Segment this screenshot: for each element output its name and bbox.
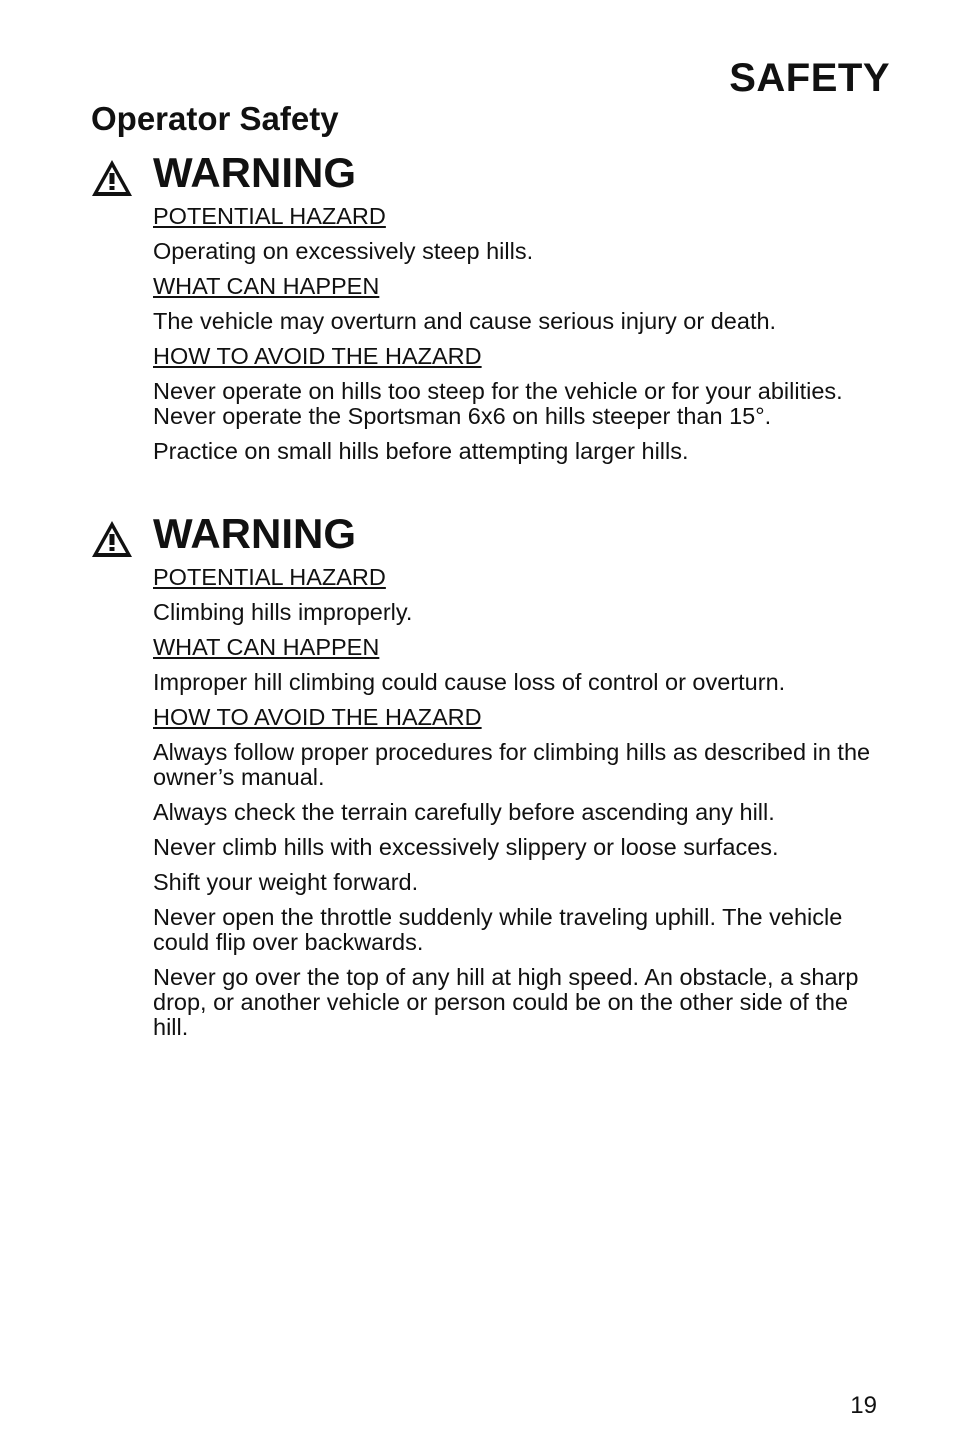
what-can-happen-label: WHAT CAN HAPPEN: [153, 273, 380, 299]
potential-hazard-text: Climbing hills improperly.: [153, 599, 413, 625]
warning-body: [153, 565, 888, 1040]
warning-block: [0, 511, 954, 1050]
potential-hazard-label: POTENTIAL HAZARD: [153, 564, 386, 590]
how-to-avoid-label: HOW TO AVOID THE HAZARD: [153, 704, 482, 730]
how-to-avoid-paragraph: Never go over the top of any hill at high speed. An obstacle, a sharp drop, or another vehicle or person could be on the other side of the hill.: [153, 964, 859, 1040]
how-to-avoid-paragraph: Always follow proper procedures for climbing hills as described in the owner’s manual.: [153, 739, 871, 790]
how-to-avoid-paragraph: Shift your weight forward.: [153, 869, 419, 895]
warning-header: [0, 150, 954, 204]
what-can-happen-text: The vehicle may overturn and cause serious injury or death.: [153, 308, 777, 334]
what-can-happen-label: WHAT CAN HAPPEN: [153, 634, 380, 660]
section-title: SAFETY: [729, 56, 890, 100]
warning-title: WARNING: [153, 149, 356, 196]
how-to-avoid-paragraph: Never operate on hills too steep for the vehicle or for your abilities. Never operate the Sportsman 6x6 on hills steeper than 15°.: [153, 378, 843, 429]
warning-title: WARNING: [153, 510, 356, 557]
warning-triangle-icon: [91, 159, 133, 197]
potential-hazard-text: Operating on excessively steep hills.: [153, 238, 534, 264]
what-can-happen-text: Improper hill climbing could cause loss of control or overturn.: [153, 669, 786, 695]
how-to-avoid-paragraph: Never climb hills with excessively slippery or loose surfaces.: [153, 834, 779, 860]
warning-block: [0, 150, 954, 474]
warning-triangle-icon: [91, 520, 133, 558]
how-to-avoid-paragraph: Always check the terrain carefully before ascending any hill.: [153, 799, 775, 825]
how-to-avoid-paragraph: Practice on small hills before attempting larger hills.: [153, 438, 689, 464]
how-to-avoid-paragraph: Never open the throttle suddenly while traveling uphill. The vehicle could flip over backwards.: [153, 904, 843, 955]
subheading: Operator Safety: [91, 100, 339, 137]
how-to-avoid-label: HOW TO AVOID THE HAZARD: [153, 343, 482, 369]
potential-hazard-label: POTENTIAL HAZARD: [153, 203, 386, 229]
warning-header: [0, 511, 954, 565]
warning-body: [153, 204, 888, 464]
page-number: 19: [850, 1392, 877, 1419]
